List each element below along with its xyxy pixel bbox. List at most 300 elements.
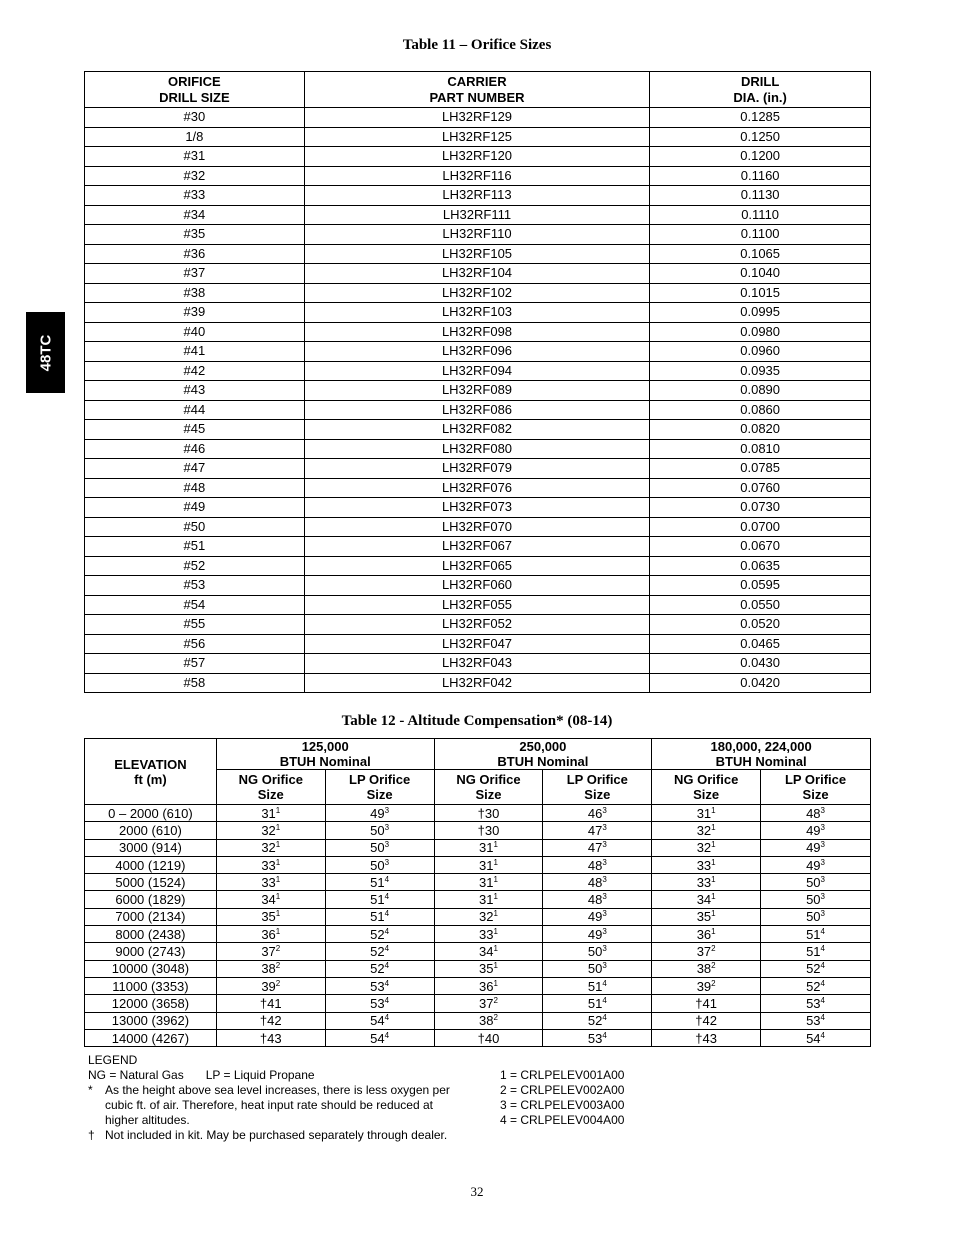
kit-number: 1 [493,840,498,850]
ng-orifice-cell [216,908,325,925]
orifice-size: 48 [587,857,603,873]
kit-number: 1 [711,840,716,850]
drill-size-cell: #48 [85,478,305,498]
lp-orifice-cell [325,822,434,839]
orifice-size: 54 [370,1030,385,1046]
orifice-size: †41 [695,995,717,1011]
drill-dia-cell: 0.0995 [650,303,871,323]
drill-dia-cell: 0.0550 [650,595,871,615]
ng-orifice-cell [434,891,543,908]
orifice-size: 51 [370,892,385,908]
elevation-cell: 0 – 2000 (610) [85,805,217,822]
ng-orifice-cell [216,960,325,977]
orifice-size: 33 [696,874,712,890]
part-number-cell: LH32RF129 [304,108,650,128]
legend-lp: LP = Liquid Propane [205,1068,315,1082]
kit-number: 1 [275,909,281,919]
orifice-size: 31 [479,874,494,890]
table-row [85,537,871,557]
lp-orifice-header: LP Orifice Size [543,770,652,805]
kit-number: 4 [384,944,390,954]
kit-number: 3 [602,926,607,936]
orifice-size: †30 [477,822,500,838]
table-row [85,400,871,420]
legend-ng: NG = Natural Gas [88,1068,184,1082]
table-row [85,995,871,1012]
drill-size-cell: #51 [85,537,305,557]
orifice-size: 31 [479,892,494,908]
orifice-size: 47 [587,822,603,838]
orifice-size: 51 [806,944,821,960]
drill-dia-cell: 0.1200 [650,147,871,167]
column-header: CARRIER PART NUMBER [304,72,650,108]
ng-orifice-cell [652,1012,761,1029]
part-number-cell: LH32RF082 [304,420,650,440]
orifice-sizes-table [84,71,871,693]
drill-dia-cell: 0.0760 [650,478,871,498]
part-number-cell: LH32RF065 [304,556,650,576]
ng-orifice-cell [652,1029,761,1046]
orifice-size: 33 [261,857,276,873]
table-row [85,977,871,994]
elevation-header: ELEVATION ft (m) [85,739,217,805]
kit-number: 3 [820,857,825,867]
table-row [85,874,871,891]
ng-orifice-cell [652,805,761,822]
kit-number: 3 [820,874,825,884]
kit-number: 3 [820,909,825,919]
kit-number: 3 [820,840,825,850]
part-number-cell: LH32RF120 [304,147,650,167]
lp-orifice-cell [325,943,434,960]
orifice-size: 49 [370,805,385,821]
orifice-size: 33 [261,874,276,890]
drill-size-cell: #50 [85,517,305,537]
drill-size-cell: #41 [85,342,305,362]
orifice-size: 53 [587,1030,603,1046]
orifice-size: 50 [370,840,385,856]
lp-orifice-cell [325,874,434,891]
kit-number: 4 [602,1030,607,1040]
ng-orifice-cell [652,943,761,960]
kit-number: 1 [711,857,716,867]
orifice-size: 54 [806,1030,821,1046]
drill-size-cell: #49 [85,498,305,518]
orifice-size: †40 [477,1030,500,1046]
orifice-size: 49 [587,926,603,942]
orifice-size: 52 [806,961,821,977]
ng-orifice-cell [652,856,761,873]
orifice-size: 53 [806,1013,821,1029]
kit-number: 1 [493,944,498,954]
kit-number: 1 [493,978,498,988]
lp-orifice-cell [543,874,652,891]
lp-orifice-header: LP Orifice Size [761,770,871,805]
lp-orifice-cell [325,977,434,994]
kit-number: 4 [384,1030,390,1040]
drill-size-cell: #39 [85,303,305,323]
orifice-size: 50 [806,909,821,925]
kit-number: 4 [820,944,825,954]
table-row [85,839,871,856]
orifice-size: 47 [587,840,603,856]
table-row [85,1012,871,1029]
lp-orifice-cell [325,839,434,856]
side-tab [26,312,65,393]
drill-size-cell: #47 [85,459,305,479]
kit-number: 1 [711,926,716,936]
kit-number: 4 [820,926,825,936]
elevation-cell: 11000 (3353) [85,977,217,994]
table-row [85,576,871,596]
orifice-size: 53 [806,995,821,1011]
ng-orifice-cell [434,926,543,943]
drill-size-cell: #38 [85,283,305,303]
kit-number: 3 [384,840,390,850]
orifice-size: 31 [261,805,276,821]
kit-number: 3 [384,857,390,867]
orifice-size: 53 [370,978,385,994]
kit-number: 3 [820,822,825,832]
part-number-cell: LH32RF089 [304,381,650,401]
table-row [85,615,871,635]
lp-orifice-cell [325,926,434,943]
ng-orifice-cell [652,891,761,908]
kit-number: 1 [711,892,716,902]
ng-orifice-cell [216,943,325,960]
kit-legend [500,1068,700,1128]
ng-orifice-cell [652,874,761,891]
ng-orifice-header: NG Orifice Size [216,770,325,805]
lp-orifice-cell [543,977,652,994]
kit-number: 1 [493,909,498,919]
note-mark: † [88,1128,95,1142]
kit-number: 4 [602,978,607,988]
kit-number: 1 [493,961,498,971]
orifice-size: 36 [696,926,712,942]
lp-orifice-cell [543,856,652,873]
drill-dia-cell: 0.1285 [650,108,871,128]
kit-number: 4 [384,961,390,971]
drill-size-cell: #46 [85,439,305,459]
part-number-cell: LH32RF042 [304,673,650,693]
drill-dia-cell: 0.1065 [650,244,871,264]
kit-number: 1 [275,874,281,884]
table-row [85,166,871,186]
drill-size-cell: #33 [85,186,305,206]
orifice-size: 38 [696,961,712,977]
orifice-size: 50 [370,857,385,873]
table-row [85,244,871,264]
ng-orifice-header: NG Orifice Size [652,770,761,805]
lp-orifice-cell [543,908,652,925]
table-row [85,654,871,674]
kit-number: 3 [602,961,607,971]
kit-number: 3 [384,805,390,815]
orifice-size: 54 [370,1013,385,1029]
part-number-cell: LH32RF113 [304,186,650,206]
kit-number: 1 [493,926,498,936]
elevation-cell: 13000 (3962) [85,1012,217,1029]
kit-number: 2 [275,978,281,988]
orifice-size: 37 [696,944,712,960]
orifice-size: 35 [261,909,276,925]
orifice-size: †30 [477,805,500,821]
orifice-size: 51 [806,926,821,942]
kit-number: 4 [384,909,390,919]
kit-item: 4 = CRLPELEV004A00 [500,1113,625,1127]
kit-number: 1 [275,926,281,936]
ng-orifice-cell [216,1029,325,1046]
drill-size-cell: #42 [85,361,305,381]
table-row [85,960,871,977]
drill-dia-cell: 0.0430 [650,654,871,674]
drill-dia-cell: 0.1040 [650,264,871,284]
drill-size-cell: #53 [85,576,305,596]
kit-item: 1 = CRLPELEV001A00 [500,1068,625,1082]
column-header: ORIFICE DRILL SIZE [85,72,305,108]
table-row [85,420,871,440]
lp-orifice-cell [543,926,652,943]
lp-orifice-cell [543,805,652,822]
kit-number: 4 [602,995,607,1005]
kit-number: 4 [384,978,390,988]
kit-number: 3 [820,805,825,815]
orifice-size: 32 [479,909,494,925]
ng-orifice-cell [652,908,761,925]
kit-number: 3 [602,805,607,815]
kit-number: 4 [602,1013,607,1023]
elevation-cell: 8000 (2438) [85,926,217,943]
kit-number: 1 [275,840,281,850]
lp-orifice-cell [761,874,871,891]
kit-number: 4 [384,1013,390,1023]
drill-size-cell: #55 [85,615,305,635]
ng-orifice-cell [216,805,325,822]
ng-orifice-cell [652,926,761,943]
part-number-cell: LH32RF102 [304,283,650,303]
orifice-size: 33 [479,926,494,942]
table-row [85,225,871,245]
lp-orifice-cell [325,891,434,908]
kit-number: 4 [384,926,390,936]
ng-orifice-cell [434,960,543,977]
table-row [85,147,871,167]
orifice-size: 52 [806,978,821,994]
drill-dia-cell: 0.0785 [650,459,871,479]
note-text: Not included in kit. May be purchased separately through dealer. [105,1128,448,1142]
orifice-size: 52 [370,944,385,960]
drill-size-cell: #58 [85,673,305,693]
kit-number: 2 [493,995,498,1005]
table-row [85,439,871,459]
elevation-cell: 3000 (914) [85,839,217,856]
orifice-size: †41 [259,995,282,1011]
kit-number: 3 [602,909,607,919]
orifice-size: 52 [587,1013,603,1029]
table-row [85,127,871,147]
kit-number: 2 [275,961,281,971]
lp-orifice-cell [325,805,434,822]
part-number-cell: LH32RF043 [304,654,650,674]
table-row [85,908,871,925]
drill-size-cell: #56 [85,634,305,654]
kit-number: 3 [602,874,607,884]
lp-orifice-cell [543,960,652,977]
drill-size-cell: #34 [85,205,305,225]
table-row [85,303,871,323]
kit-number: 3 [820,892,825,902]
drill-dia-cell: 0.0890 [650,381,871,401]
drill-dia-cell: 0.1110 [650,205,871,225]
kit-number: 1 [711,822,716,832]
group-header: 125,000 BTUH Nominal [216,739,434,770]
kit-number: 4 [820,961,825,971]
ng-orifice-cell [434,805,543,822]
part-number-cell: LH32RF094 [304,361,650,381]
ng-orifice-header: NG Orifice Size [434,770,543,805]
lp-orifice-cell [325,908,434,925]
lp-orifice-header: LP Orifice Size [325,770,434,805]
table-row [85,283,871,303]
orifice-size: 37 [479,995,494,1011]
drill-dia-cell: 0.1100 [650,225,871,245]
table-row [85,498,871,518]
kit-item: 2 = CRLPELEV002A00 [500,1083,625,1097]
orifice-size: 51 [370,909,385,925]
kit-number: 4 [384,892,390,902]
part-number-cell: LH32RF047 [304,634,650,654]
orifice-size: 33 [696,857,712,873]
ng-orifice-cell [434,822,543,839]
lp-orifice-cell [325,995,434,1012]
kit-number: 4 [820,995,825,1005]
side-tab-label: 48TC [37,334,54,371]
lp-orifice-cell [761,856,871,873]
lp-orifice-cell [543,822,652,839]
part-number-cell: LH32RF104 [304,264,650,284]
drill-dia-cell: 0.0960 [650,342,871,362]
kit-number: 1 [275,892,281,902]
table-header-row [85,72,871,108]
legend-abbreviations [88,1068,468,1083]
kit-number: 3 [602,857,607,867]
altitude-compensation-table [84,738,871,1047]
orifice-size: 36 [479,978,494,994]
drill-size-cell: #44 [85,400,305,420]
lp-orifice-cell [761,960,871,977]
part-number-cell: LH32RF052 [304,615,650,635]
part-number-cell: LH32RF060 [304,576,650,596]
ng-orifice-cell [652,995,761,1012]
orifice-size: †42 [259,1013,282,1029]
kit-number: 1 [493,892,498,902]
drill-dia-cell: 0.0635 [650,556,871,576]
lp-orifice-cell [325,960,434,977]
lp-orifice-cell [761,822,871,839]
drill-dia-cell: 0.0980 [650,322,871,342]
group-header: 250,000 BTUH Nominal [434,739,652,770]
drill-dia-cell: 0.0465 [650,634,871,654]
part-number-cell: LH32RF125 [304,127,650,147]
ng-orifice-cell [216,995,325,1012]
part-number-cell: LH32RF070 [304,517,650,537]
lp-orifice-cell [761,805,871,822]
group-header: 180,000, 224,000 BTUH Nominal [652,739,871,770]
table-row [85,805,871,822]
orifice-size: 48 [587,874,603,890]
drill-dia-cell: 0.1250 [650,127,871,147]
ng-orifice-cell [216,874,325,891]
drill-dia-cell: 0.0595 [650,576,871,596]
orifice-size: 49 [806,840,821,856]
part-number-cell: LH32RF067 [304,537,650,557]
orifice-size: 32 [261,840,276,856]
kit-number: 1 [711,909,716,919]
kit-number: 2 [711,944,716,954]
drill-size-cell: #45 [85,420,305,440]
ng-orifice-cell [652,977,761,994]
part-number-cell: LH32RF098 [304,322,650,342]
kit-number: 2 [275,944,281,954]
orifice-size: 32 [696,822,712,838]
part-number-cell: LH32RF086 [304,400,650,420]
kit-number: 4 [820,978,825,988]
kit-number: 1 [493,857,498,867]
elevation-cell: 6000 (1829) [85,891,217,908]
ng-orifice-cell [216,839,325,856]
part-number-cell: LH32RF080 [304,439,650,459]
ng-orifice-cell [216,856,325,873]
kit-number: 2 [711,961,716,971]
elevation-cell: 12000 (3658) [85,995,217,1012]
lp-orifice-cell [325,856,434,873]
drill-dia-cell: 0.0670 [650,537,871,557]
orifice-size: †43 [695,1030,717,1046]
note-text: As the height above sea level increases, there is less oxygen per cubic ft. of air. Therefore, heat input rate should be reduced at higher altitudes. [105,1083,450,1127]
table-row [85,108,871,128]
orifice-size: 31 [479,840,494,856]
elevation-cell: 5000 (1524) [85,874,217,891]
table-row [85,926,871,943]
orifice-size: 31 [696,805,712,821]
ng-orifice-cell [434,943,543,960]
table-row [85,381,871,401]
elevation-cell: 9000 (2743) [85,943,217,960]
lp-orifice-cell [761,926,871,943]
kit-number: 2 [711,978,716,988]
ng-orifice-cell [652,822,761,839]
lp-orifice-cell [761,1029,871,1046]
orifice-size: 35 [479,961,494,977]
lp-orifice-cell [543,995,652,1012]
drill-size-cell: #40 [85,322,305,342]
orifice-size: 53 [370,995,385,1011]
lp-orifice-cell [761,908,871,925]
drill-size-cell: #35 [85,225,305,245]
lp-orifice-cell [761,1012,871,1029]
kit-number: 3 [602,822,607,832]
orifice-size: 50 [587,944,603,960]
drill-size-cell: #32 [85,166,305,186]
kit-number: 2 [493,1013,498,1023]
drill-size-cell: #31 [85,147,305,167]
drill-dia-cell: 0.1015 [650,283,871,303]
kit-number: 3 [602,892,607,902]
kit-number: 4 [820,1013,825,1023]
table-row [85,361,871,381]
part-number-cell: LH32RF103 [304,303,650,323]
